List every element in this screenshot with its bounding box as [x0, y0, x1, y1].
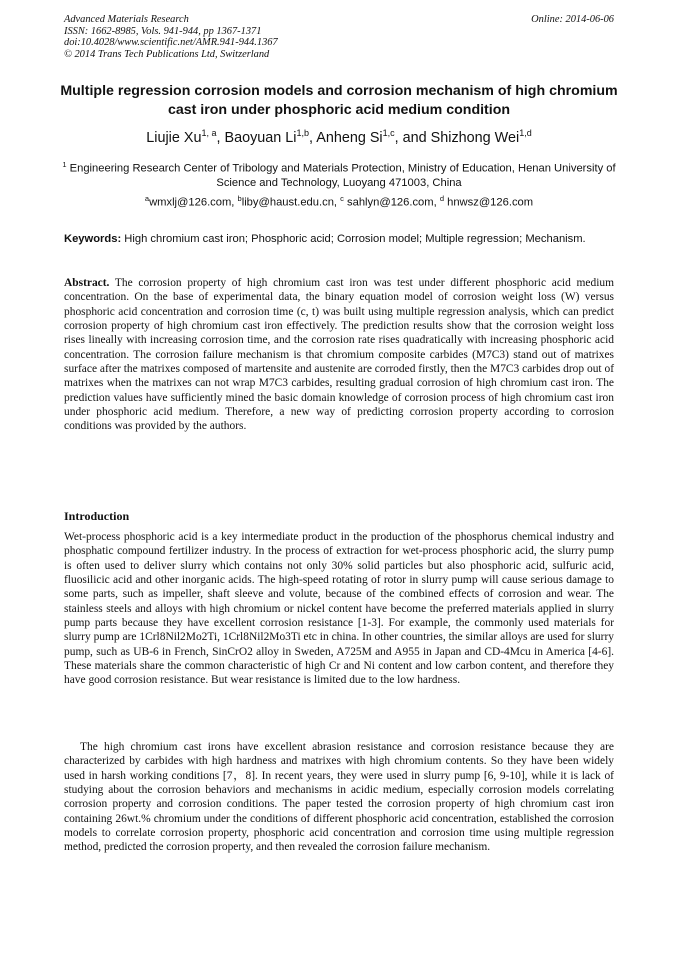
journal-name: Advanced Materials Research — [64, 14, 189, 25]
author-name: Anheng Si — [316, 129, 383, 146]
author-name: Shizhong Wei — [430, 129, 520, 146]
section-heading-introduction: Introduction — [64, 509, 130, 523]
author-separator: , and — [394, 129, 431, 146]
email-mark: b — [237, 194, 242, 203]
author-list — [0, 128, 678, 146]
abstract-label: Abstract. — [64, 277, 110, 289]
journal-issn: ISSN: 1662-8985, Vols. 941-944, pp 1367-1371 — [64, 25, 262, 37]
online-date: Online: 2014-06-06 — [531, 14, 614, 25]
author-separator: , — [216, 129, 225, 146]
author-name: Liujie Xu — [146, 129, 202, 146]
paper-title: Multiple regression corrosion models and corrosion mechanism of high chromium cast iron under phosphoric acid medium condition — [60, 83, 618, 118]
author-name: Baoyuan Li — [224, 129, 297, 146]
author-separator: , — [309, 129, 317, 146]
introduction-paragraph-2: The high chromium cast irons have excellent abrasion resistance and corrosion resistance because they are characterized by carbides with high hardness and matrixes with high chromium contents. So they have been widely used in harsh working conditions [7，8]. In recent years, they were used in slurry pump [6, 9-10], while it is lack of studying about the corrosion behaviors and mechanisms in acidic medium, especially corrosion models correlating corrosion property and corrosion conditions. The paper tested the corrosion property of high chromium cast iron containing 26wt.% chromium under the conditions of different phosphoric acid concentration, established the corrosion models to correlate corrosion property, phosphoric acid concentration and corrosion time using multiple regression method, predicted the corrosion property, and then revealed the corrosion failure mechanism. — [64, 741, 614, 854]
email-mark: c — [340, 194, 344, 203]
author-affiliation-mark: 1,b — [296, 128, 310, 138]
keywords — [64, 232, 614, 246]
affiliation-text: Engineering Research Center of Tribology and Materials Protection, Ministry of Education, Henan University of Science and Technology, Luoyang 471003, China — [69, 162, 616, 189]
author-affiliation-mark: 1,d — [519, 128, 532, 138]
email-address: liby@haust.edu.cn, — [241, 196, 341, 209]
email-mark: d — [439, 194, 444, 203]
affiliation — [60, 158, 618, 190]
keywords-label: Keywords: — [64, 233, 122, 245]
abstract-text: The corrosion property of high chromium cast iron was test under different phosphoric acid medium concentration. On the base of experimental data, the binary equation model of corrosion weight loss (W) versus phosphoric acid concentration and corrosion time (c, t) was built using multiple regression analysis, which can predict corrosion property of high chromium cast iron effectively. The prediction results show that the corrosion weight loss rises lineally with increasing corrosion time, and the corrosion rate rises quadratically with increasing phosphoric acid concentration. The corrosion failure mechanism is that chromium composite carbides (M7C3) stand out of matrixes surface after the matrixes composed of martensite and austenite are corroded firstly, then the M7C3 carbides drop out of matrixes when the matrixes can not wrap M7C3 carbides, resulting gradual corrosion of high chromium cast iron. The prediction values have sufficiently mined the basic domain knowledge of corrosion process of high chromium cast iron under phosphoric acid medium. Therefore, a new way of predicting corrosion property according to corrosion conditions was provided by the authors. — [64, 277, 614, 433]
author-affiliation-mark: 1, a — [201, 128, 217, 138]
author-emails — [0, 194, 678, 209]
author-affiliation-mark: 1,c — [382, 128, 395, 138]
introduction-paragraph-1: Wet-process phosphoric acid is a key intermediate product in the production of the phosphorus chemical industry and phosphatic compound fertilizer industry. In the process of extraction for wet-process phosphoric acid, the slurry pump is often used to deliver slurry which contains not only 30% solid particles but also phosphoric acid, sulfuric acid, fluosilicic acid and other inorganic acids. The high-speed rotating of rotor in slurry pump will cause serious damage to some parts, such as impeller, shaft sleeve and volute, because of the combined effects of corrosion and wear. The stainless steels and alloys with high chromium or nickel content have become the preferred materials applied in slurry pump parts because they have excellent corrosion resistance [1-3]. For example, the commonly used materials for slurry pump are 1Crl8Nil2Mo2Ti, 1Crl8Nil2Mo3Ti etc in china. In other countries, the similar alloys are used for slurry pump, such as UB-6 in French, SinCrO2 alloy in Sweden, A725M and A955 in Japan and CD-4Mcu in America [4-6]. These materials share the common characteristic of high Cr and Ni content and low carbon content, and therefore they have good corrosion resistance. But wear resistance is limited due to the low hardness. — [64, 531, 614, 687]
email-address: hnwsz@126.com — [444, 196, 534, 209]
email-mark: a — [144, 194, 150, 203]
email-address: sahlyn@126.com, — [343, 196, 440, 209]
email-address: wmxlj@126.com, — [149, 196, 238, 209]
affiliation-mark: 1 — [62, 160, 67, 169]
abstract — [64, 276, 614, 434]
journal-doi: doi:10.4028/www.scientific.net/AMR.941-944.1367 — [64, 37, 278, 48]
journal-copyright: © 2014 Trans Tech Publications Ltd, Switzerland — [64, 48, 270, 60]
journal-header — [64, 14, 614, 60]
keywords-text: High chromium cast iron; Phosphoric acid; Corrosion model; Multiple regression; Mechanism. — [121, 233, 586, 245]
